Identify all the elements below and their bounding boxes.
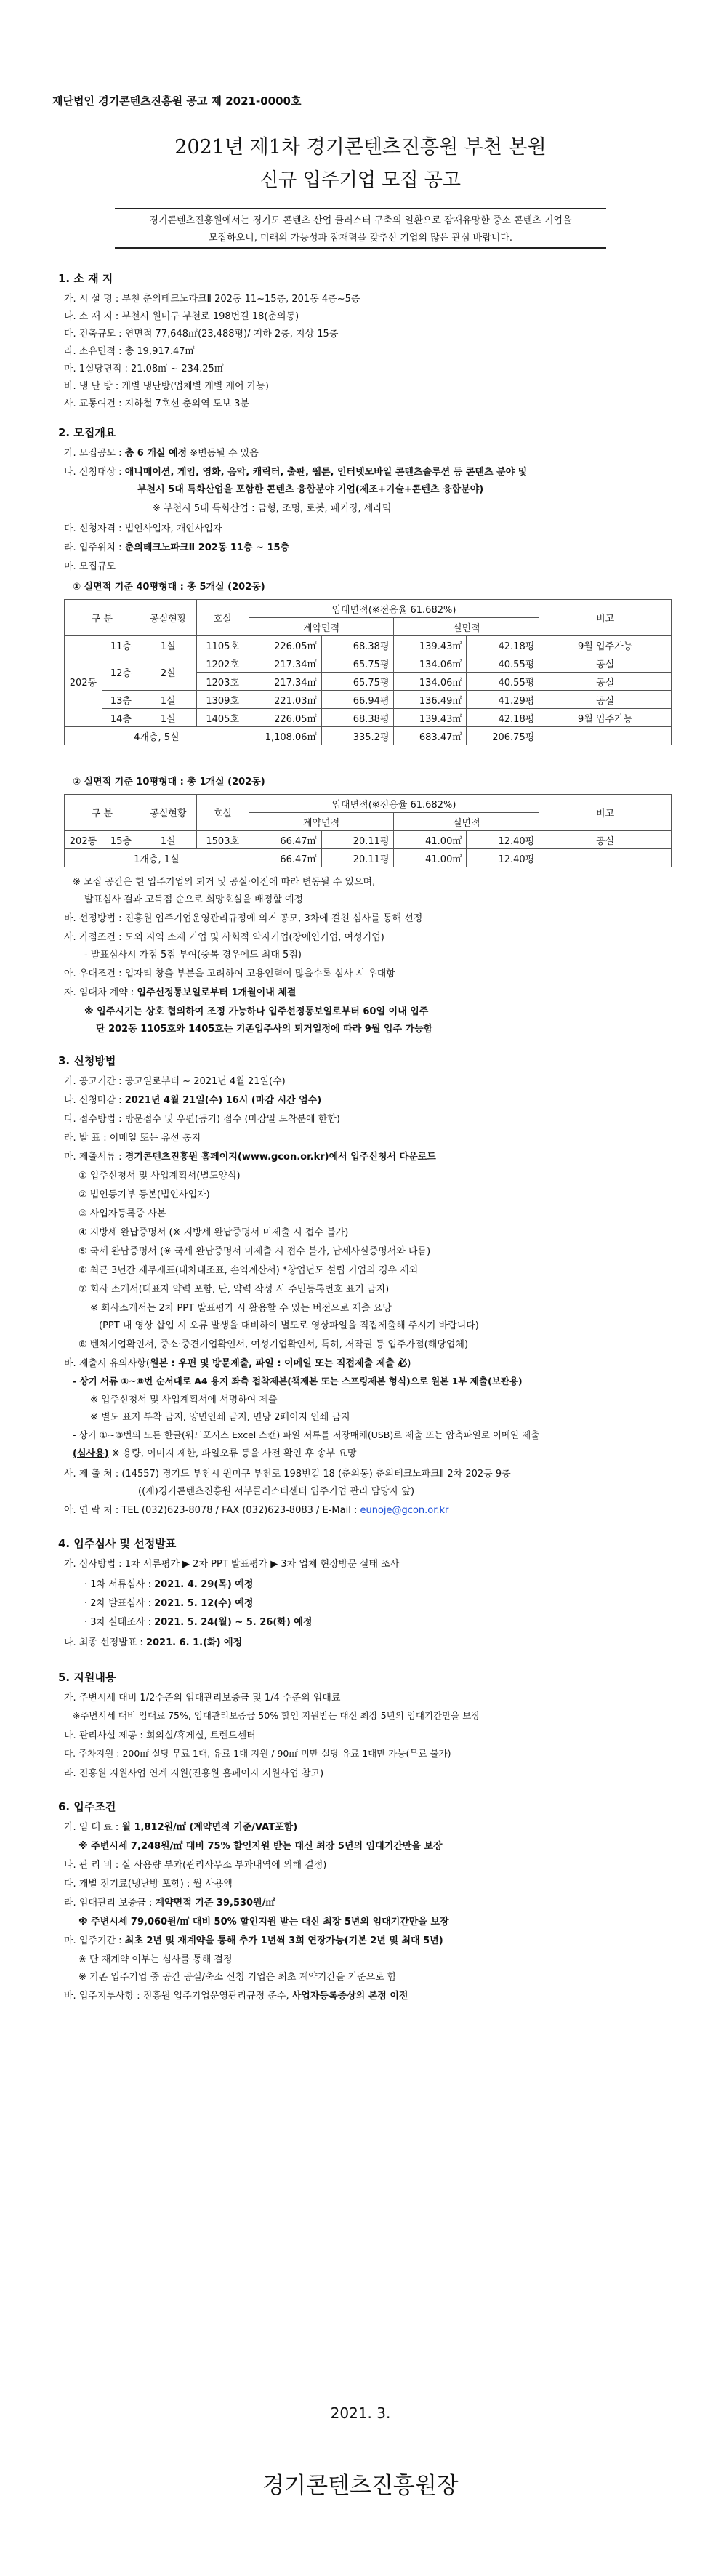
table-row [65, 636, 672, 654]
real-m2-cell: 139.43㎡ [394, 709, 467, 727]
total-real-py: 12.40평 [467, 849, 539, 867]
bonus-condition: 사. 가점조건 : 도외 지역 소재 기업 및 사회적 약자기업(장애인기업, 여성기업) [64, 932, 384, 943]
col-status: 공실현황 [140, 600, 196, 636]
rent-value: 월 1,812원/㎡ (계약면적 기준/VAT포함) [121, 1822, 298, 1833]
target-fields: 애니메이션, 게임, 영화, 음악, 캐릭터, 출판, 웹툰, 인터넷모바일 콘텐츠솔루션 등 콘텐츠 분야 및 [124, 467, 528, 478]
documents-line [64, 1149, 436, 1163]
label: 마. 입주기간 : [64, 1935, 125, 1946]
floor-cell: 15층 [102, 831, 140, 849]
submit-address-2: ((재)경기콘텐츠진흥원 서부클러스터센터 입주기업 관리 담당자 앞) [138, 1486, 415, 1497]
room-cell: 1405호 [196, 709, 249, 727]
status-cell: 1실 [140, 709, 196, 727]
submit-method-line: 다. 접수방법 : 방문접수 및 우편(등기) 접수 (마감일 도착분에 한함) [64, 1114, 340, 1125]
col-area: 임대면적(※전용율 61.682%) [249, 600, 539, 618]
label: 라. 입주위치 : [64, 542, 125, 553]
deadline-line [64, 1092, 321, 1106]
period-line [64, 1933, 443, 1946]
intro-line-1: 경기콘텐츠진흥원에서는 경기도 콘텐츠 산업 클러스터 구축의 일환으로 잠재유망한 중소 콘텐츠 기업을 [149, 215, 572, 226]
note-cell: 9월 입주가능 [539, 709, 672, 727]
obligation-line [64, 1988, 408, 2002]
contract-m2-cell: 66.47㎡ [249, 831, 321, 849]
label: 바. 제출시 유의사항( [64, 1358, 150, 1369]
electric-line: 다. 개별 전기료(냉난방 포함) : 월 사용액 [64, 1879, 233, 1890]
caution-bold: 원본 : 우편 및 방문제출, 파일 : 이메일 또는 직접제출 제출 必 [149, 1358, 408, 1369]
room-cell: 1202호 [196, 654, 249, 673]
submit-address: 사. 제 출 처 : (14557) 경기도 부천시 원미구 부천로 198번길 18 (춘의동) 춘의테크노파크Ⅱ 2차 202동 9층 [64, 1469, 511, 1480]
label: 가. 모집공모 : [64, 448, 125, 459]
label: 나. 최종 선정발표 : [64, 1637, 146, 1648]
notice-number: 재단법인 경기콘텐츠진흥원 공고 제 2021-0000호 [52, 95, 302, 108]
contract-m2-cell: 221.03㎡ [249, 691, 321, 709]
support-line: 라. 진흥원 지원사업 연계 지원(진흥원 홈페이지 지원사업 참고) [64, 1768, 324, 1779]
section-location-heading: 1. 소 재 지 [58, 272, 113, 285]
stage-date: 2021. 5. 12(수) 예정 [154, 1598, 254, 1609]
note-cell: 공실 [539, 673, 672, 691]
real-m2-cell: 136.49㎡ [394, 691, 467, 709]
intro-line-2: 모집하오니, 미래의 가능성과 잠재력을 갖추신 기업의 많은 관심 바랍니다. [208, 233, 513, 244]
final-date: 2021. 6. 1.(화) 예정 [145, 1637, 243, 1648]
period-note: ※ 기존 입주기업 중 공간 공실/축소 신청 기업은 최초 계약기간을 기준으로 함 [78, 1972, 397, 1983]
document-note: ※ 회사소개서는 2차 PPT 발표평가 시 활용할 수 있는 버전으로 제출 요망 [90, 1303, 392, 1314]
support-line: 나. 관리사설 제공 : 회의실/휴게실, 트렌드센터 [64, 1730, 256, 1741]
note-line: 발표심사 결과 고득점 순으로 희망호실을 배정할 예정 [84, 894, 304, 905]
floor-cell: 13층 [102, 691, 140, 709]
support-line: 다. 주차지원 : 200㎡ 실당 무료 1대, 유료 1대 지원 / 90㎡ 미만 실당 유료 1대만 가능(무료 불가) [64, 1748, 451, 1759]
stage-date: 2021. 4. 29(목) 예정 [154, 1579, 254, 1590]
col-note: 비고 [539, 795, 672, 831]
support-note: ※주변시세 대비 임대료 75%, 임대관리보증금 50% 할인 지원받는 대신 최장 5년의 임대기간만을 보장 [73, 1710, 480, 1721]
note-cell: 9월 입주가능 [539, 636, 672, 654]
label: 라. 임대관리 보증금 : [64, 1898, 156, 1909]
review-method: 가. 심사방법 : 1차 서류평가 ▶ 2차 PPT 발표평가 ▶ 3차 업체 현장방문 실태 조사 [64, 1559, 400, 1570]
col-status: 공실현황 [140, 795, 196, 831]
review-stage [84, 1595, 253, 1609]
label: 나. 신청대상 : [64, 467, 125, 478]
col-note: 비고 [539, 600, 672, 636]
section-review-heading: 4. 입주심사 및 선정발표 [58, 1537, 177, 1550]
col-contract-area: 계약면적 [249, 813, 394, 831]
contract-line [64, 984, 296, 998]
room-table-40 [64, 599, 672, 745]
deadline-value: 2021년 4월 21일(수) 16시 (마감 시간 엄수) [124, 1095, 322, 1106]
document-item: ⑥ 최근 3년간 재무제표(대차대조표, 손익계산서) *창업년도 설립 기업의 경우 제외 [78, 1265, 419, 1276]
page-subtitle: 신규 입주기업 모집 공고 [260, 169, 461, 191]
document-item: ② 법인등기부 등본(법인사업자) [78, 1189, 210, 1200]
download-note: 경기콘텐츠진흥원 홈페이지(www.gcon.or.kr)에서 입주신청서 다운로드 [124, 1152, 436, 1163]
col-area: 임대면적(※전용율 61.682%) [249, 795, 539, 813]
contract-py-cell: 20.11평 [321, 831, 394, 849]
contract-py-cell: 68.38평 [321, 636, 394, 654]
table-row [65, 691, 672, 709]
real-py-cell: 42.18평 [467, 709, 539, 727]
section-support-heading: 5. 지원내용 [58, 1671, 116, 1684]
contact-email-link[interactable]: eunoje@gcon.or.kr [360, 1505, 449, 1516]
document-note: (PPT 내 영상 삽입 시 오류 발생을 대비하여 별도로 영상파일을 직접제출해 주시기 바랍니다) [99, 1320, 479, 1331]
page-title: 2021년 제1차 경기콘텐츠진흥원 부천 본원 [174, 136, 547, 159]
review-label: (심사용) [73, 1448, 109, 1459]
stage-label: · 2차 발표심사 : [84, 1598, 155, 1609]
building-cell: 202동 [65, 831, 102, 849]
obligation-value: 사업자등록증상의 본점 이전 [291, 1991, 408, 2002]
floor-cell: 11층 [102, 636, 140, 654]
label: 가. 임 대 료 : [64, 1822, 122, 1833]
real-py-cell: 42.18평 [467, 636, 539, 654]
location-line: 라. 소유면적 : 총 19,917.47㎡ [64, 346, 195, 357]
announce-line: 라. 발 표 : 이메일 또는 유선 통지 [64, 1133, 201, 1144]
col-room: 호실 [196, 600, 249, 636]
status-cell: 1실 [140, 831, 196, 849]
issue-date: 2021. 3. [330, 2404, 391, 2422]
deposit-value: 계약면적 기준 39,530원/㎡ [155, 1898, 275, 1909]
caution-item: - 상기 ①~⑧번의 모든 한글(워드포시스 Excel 스캔) 파일 서류를 저장매체(USB)로 제출 또는 압축파일로 이메일 제출 [73, 1429, 540, 1440]
deposit-note: ※ 주변시세 79,060원/㎡ 대비 50% 할인지원 받는 대신 최장 5년의 임대기간만을 보장 [78, 1917, 449, 1927]
total-contract-py: 335.2평 [321, 727, 394, 745]
label: 바. 입주지루사항 : 진흥원 입주기업운영관리규정 준수, [64, 1991, 292, 2002]
note-cell: 공실 [539, 691, 672, 709]
target-fields-2: 부천시 5대 특화산업을 포함한 콘텐츠 융합분야 기업(제조+기술+콘텐츠 융합분야) [137, 484, 484, 495]
real-m2-cell: 41.00㎡ [394, 831, 467, 849]
location-line: 가. 시 설 명 : 부천 춘의테크노파크Ⅱ 202동 11~15층, 201동 4층~5층 [64, 294, 360, 305]
period-note: ※ 단 재계약 여부는 심사를 통해 결정 [78, 1954, 233, 1965]
floor-cell: 14층 [102, 709, 140, 727]
contract-py-cell: 65.75평 [321, 673, 394, 691]
status-cell: 1실 [140, 691, 196, 709]
document-item: ⑧ 벤처기업확인서, 중소·중견기업확인서, 여성기업확인서, 특허, 저작권 등 입주가점(해당업체) [78, 1339, 469, 1350]
label: 자. 임대차 계약 : [64, 987, 137, 998]
real-m2-cell: 134.06㎡ [394, 654, 467, 673]
caution-item-2 [73, 1445, 356, 1459]
col-real-area: 실면적 [394, 618, 539, 636]
real-py-cell: 40.55평 [467, 654, 539, 673]
rent-line [64, 1819, 297, 1833]
scale-line: 마. 모집규모 [64, 561, 116, 572]
document-item: ⑤ 국세 완납증명서 (※ 국세 완납증명서 미제출 시 접수 불가, 납세사실증명서와 다름) [78, 1246, 431, 1257]
total-contract-m2: 1,108.06㎡ [249, 727, 321, 745]
table-total-row [65, 849, 672, 867]
move-in-location: 춘의테크노파크Ⅱ 202동 11층 ~ 15층 [124, 542, 290, 553]
total-real-py: 206.75평 [467, 727, 539, 745]
preference-condition: 아. 우대조건 : 입자리 창출 부분을 고려하여 고용인력이 많을수록 심사 시 우대함 [64, 968, 395, 979]
caution-line [64, 1355, 411, 1369]
selection-method: 바. 선정방법 : 진흥원 입주기업운영관리규정에 의거 공모, 3차에 걸친 심사를 통해 선정 [64, 913, 423, 924]
col-real-area: 실면적 [394, 813, 539, 831]
col-room: 호실 [196, 795, 249, 831]
total-contract-py: 20.11평 [321, 849, 394, 867]
move-in-note-2: 단 202동 1105호와 1405호는 기존입주사의 퇴거일정에 따라 9월 입주 가능함 [96, 1024, 433, 1035]
section-terms-heading: 6. 입주조건 [58, 1800, 116, 1813]
room-cell: 1309호 [196, 691, 249, 709]
table1-title: ① 실면적 기준 40평형대 : 총 5개실 (202동) [73, 582, 265, 593]
stage-date: 2021. 5. 24(월) ~ 5. 26(화) 예정 [154, 1617, 313, 1628]
label: 나. 신청마감 : [64, 1095, 125, 1106]
stage-label: · 3차 실태조사 : [84, 1617, 155, 1628]
table-total-row [65, 727, 672, 745]
total-real-m2: 41.00㎡ [394, 849, 467, 867]
caution-item: - 상기 서류 ①~⑧번 순서대로 A4 용지 좌측 접착제본(책제본 또는 스프링제본 형식)으로 원본 1부 제출(보관용) [73, 1376, 523, 1387]
rent-note: ※ 주변시세 7,248원/㎡ 대비 75% 할인지원 받는 대신 최장 5년의 임대기간만을 보장 [78, 1841, 443, 1852]
contact-line [64, 1502, 448, 1516]
note-line: ※ 모집 공간은 현 입주기업의 퇴거 및 공실·이전에 따라 변동될 수 있으며, [73, 877, 376, 888]
caution-note: ※ 별도 표지 부착 금지, 양면인쇄 금지, 면당 2페이지 인쇄 금지 [90, 1412, 350, 1423]
section-overview-heading: 2. 모집개요 [58, 426, 116, 439]
col-gubun: 구 분 [65, 795, 140, 831]
recruit-count-line [64, 445, 259, 459]
total-real-m2: 683.47㎡ [394, 727, 467, 745]
final-announcement [64, 1634, 242, 1648]
building-cell: 202동 [65, 636, 102, 727]
period-value: 최초 2년 및 재계약을 통해 추가 1년씩 3회 연장가능(기본 2년 및 최대 5년) [124, 1935, 443, 1946]
room-cell: 1203호 [196, 673, 249, 691]
caution-end: ) [407, 1358, 411, 1369]
room-table-10 [64, 794, 672, 867]
col-gubun: 구 분 [65, 600, 140, 636]
support-line: 가. 주변시세 대비 1/2수준의 임대관리보증금 및 1/4 수준의 임대료 [64, 1693, 341, 1704]
col-contract-area: 계약면적 [249, 618, 394, 636]
location-line: 마. 1실당면적 : 21.08㎡ ~ 234.25㎡ [64, 364, 224, 374]
real-py-cell: 40.55평 [467, 673, 539, 691]
status-cell: 1실 [140, 636, 196, 654]
location-line: 사. 교통여건 : 지하철 7호선 춘의역 도보 3분 [64, 398, 249, 409]
document-item: ④ 지방세 완납증명서 (※ 지방세 완납증명서 미제출 시 접수 불가) [78, 1227, 349, 1238]
total-label: 1개층, 1실 [65, 849, 249, 867]
contract-py-cell: 66.94평 [321, 691, 394, 709]
status-cell: 2실 [140, 654, 196, 691]
total-note [539, 727, 672, 745]
table-row [65, 654, 672, 673]
contract-m2-cell: 217.34㎡ [249, 673, 321, 691]
table-row [65, 831, 672, 849]
real-m2-cell: 134.06㎡ [394, 673, 467, 691]
label: 마. 제출서류 : [64, 1152, 125, 1163]
table-row [65, 709, 672, 727]
contract-m2-cell: 226.05㎡ [249, 636, 321, 654]
eligibility-line: 다. 신청자격 : 법인사업자, 개인사업자 [64, 523, 222, 534]
document-item: ① 입주신청서 및 사업계획서(별도양식) [78, 1171, 241, 1181]
real-py-cell: 12.40평 [467, 831, 539, 849]
total-label: 4개층, 5실 [65, 727, 249, 745]
document-item: ⑦ 회사 소개서(대표자 약력 포함, 단, 약력 작성 시 주민등록번호 표기 금지) [78, 1284, 390, 1295]
location-line: 다. 건축규모 : 연면적 77,648㎡(23,488평)/ 지하 2층, 지상 15층 [64, 329, 339, 340]
target-line [64, 464, 527, 478]
contract-py-cell: 68.38평 [321, 709, 394, 727]
section-apply-heading: 3. 신청방법 [58, 1054, 116, 1067]
location-line [64, 539, 289, 553]
total-note [539, 849, 672, 867]
room-cell: 1503호 [196, 831, 249, 849]
real-py-cell: 41.29평 [467, 691, 539, 709]
contract-py-cell: 65.75평 [321, 654, 394, 673]
contract-m2-cell: 226.05㎡ [249, 709, 321, 727]
maintenance-line: 나. 관 리 비 : 실 사용량 부과(관리사무소 부과내역에 의해 결정) [64, 1860, 327, 1871]
contract-deadline: 입주선정통보일로부터 1개월이내 체결 [137, 987, 297, 998]
room-cell: 1105호 [196, 636, 249, 654]
location-line: 바. 냉 난 방 : 개별 냉난방(업체별 개별 제어 가능) [64, 381, 269, 392]
move-in-note: ※ 입주시기는 상호 협의하여 조정 가능하나 입주선정통보일로부터 60일 이내 입주 [84, 1006, 429, 1017]
recruit-count: 총 6 개실 예정 [124, 448, 188, 459]
bonus-detail: - 발표심사시 가점 5점 부여(중복 경우에도 최대 5점) [84, 950, 302, 960]
contract-m2-cell: 217.34㎡ [249, 654, 321, 673]
note: ※변동될 수 있음 [187, 448, 259, 459]
location-line: 나. 소 재 지 : 부천시 원미구 부천로 198번길 18(춘의동) [64, 311, 299, 322]
caution-sub: ※ 용량, 이미지 제한, 파일오류 등을 사전 확인 후 송부 요망 [108, 1448, 357, 1459]
total-contract-m2: 66.47㎡ [249, 849, 321, 867]
contact-phone-fax: 아. 연 락 처 : TEL (032)623-8078 / FAX (032)623-8083 / E-Mail : [64, 1505, 360, 1516]
stage-label: · 1차 서류심사 : [84, 1579, 155, 1590]
deposit-line [64, 1895, 275, 1909]
caution-note: ※ 입주신청서 및 사업계획서에 서명하여 제출 [90, 1395, 278, 1405]
issuer-signature: 경기콘텐츠진흥원장 [262, 2473, 459, 2499]
intro-box [115, 208, 606, 249]
table2-title: ② 실면적 기준 10평형대 : 총 1개실 (202동) [73, 777, 265, 787]
real-m2-cell: 139.43㎡ [394, 636, 467, 654]
floor-cell: 12층 [102, 654, 140, 691]
review-stage [84, 1614, 312, 1628]
note-cell: 공실 [539, 654, 672, 673]
document-item: ③ 사업자등록증 사본 [78, 1208, 166, 1219]
specialty-note: ※ 부천시 5대 특화산업 : 금형, 조명, 로봇, 패키징, 세라믹 [153, 503, 392, 514]
note-cell: 공실 [539, 831, 672, 849]
period-line: 가. 공고기간 : 공고일로부터 ~ 2021년 4월 21일(수) [64, 1076, 286, 1087]
review-stage [84, 1576, 253, 1590]
